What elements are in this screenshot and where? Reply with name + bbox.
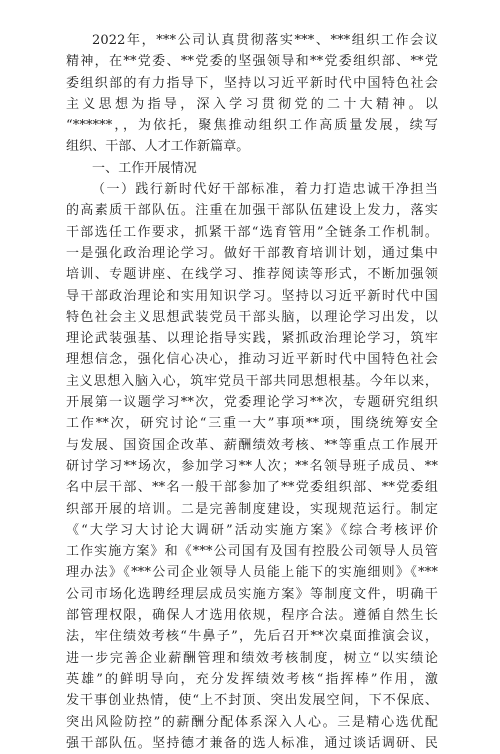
paragraph-line: 进一步完善企业薪酬管理和绩效考核制度，树立“以实绩论 bbox=[66, 650, 438, 666]
paragraph-line: 委组织部的有力指导下，坚持以习近平新时代中国特色社会 bbox=[66, 75, 438, 91]
paragraph-line: 组织、干部、人才工作新篇章。 bbox=[66, 139, 250, 155]
paragraph-line: 强干部队伍。坚持德才兼备的选人标准，通过谈话调研、民 bbox=[66, 735, 438, 751]
paragraph-line: 突出风险防控”的薪酬分配体系深入人心。三是精心选优配 bbox=[66, 714, 438, 730]
paragraph-line: 工作**次，研究讨论“三重一大”事项**项，围绕统筹安全 bbox=[66, 416, 438, 432]
paragraph-line: 《“大学习大讨论大调研”活动实施方案》《综合考核评价 bbox=[66, 522, 438, 538]
paragraph-line: 织部开展的培训。二是完善制度建设，实现规范运行。制定 bbox=[66, 501, 438, 517]
paragraph-line: 研讨学习**场次，参加学习**人次；**名领导班子成员、** bbox=[66, 458, 438, 474]
paragraph-line: 理论武装强基、以理论指导实践，紧抓政治理论学习，筑牢 bbox=[66, 331, 438, 347]
paragraph-line: 工作实施方案》和《***公司国有及国有控股公司领导人员管 bbox=[66, 544, 438, 560]
paragraph-line: 法，牢住绩效考核“牛鼻子”，先后召开**次桌面推演会议， bbox=[66, 629, 438, 645]
paragraph-line: 理想信念，强化信心决心，推动习近平新时代中国特色社会 bbox=[66, 352, 438, 368]
paragraph-line: 2022年，***公司认真贯彻落实***、***组织工作会议 bbox=[92, 33, 438, 48]
paragraph-line: 开展第一议题学习**次，党委理论学习**次，专题研究组织 bbox=[66, 395, 438, 411]
paragraph-line: 一是强化政治理论学习。做好干部教育培训计划，通过集中 bbox=[66, 245, 438, 261]
document-body bbox=[66, 30, 438, 754]
paragraph-line: 英雄”的鲜明导向，充分发挥绩效考核“指挥棒”作用，激 bbox=[66, 671, 438, 687]
paragraph-line: （一）践行新时代好干部标准，着力打造忠诚干净担当 bbox=[92, 182, 438, 198]
paragraph-line: 特色社会主义思想武装党员干部头脑，以理论学习出发，以 bbox=[66, 309, 438, 325]
paragraph-line: 公司市场化选聘经理层成员实施方案》等制度文件，明确干 bbox=[66, 586, 438, 602]
paragraph-line: 导干部政治理论和实用知识学习。坚持以习近平新时代中国 bbox=[66, 288, 438, 304]
paragraph-line: 主义思想为指导，深入学习贯彻党的二十大精神。以 bbox=[66, 96, 438, 112]
paragraph-line: 培训、专题讲座、在线学习、推荐阅读等形式，不断加强领 bbox=[66, 267, 438, 283]
section-heading: 一、工作开展情况 bbox=[92, 160, 197, 176]
paragraph-line: 主义思想入脑入心，筑牢党员干部共同思想根基。今年以来， bbox=[66, 373, 438, 389]
paragraph-line: 干部选任工作要求，抓紧干部“选育管用”全链条工作机制。 bbox=[66, 224, 438, 240]
paragraph-line: 部管理权限，确保人才选用依规，程序合法。遵循自然生长 bbox=[66, 608, 438, 624]
paragraph-line: 发干事创业热情，使“上不封顶、突出发展空间，下不保底、 bbox=[66, 693, 438, 709]
paragraph-line: 理办法》《***公司企业领导人员能上能下的实施细则》《*** bbox=[66, 565, 438, 581]
paragraph-line: 精神，在**党委、**党委的坚强领导和**党委组织部、**党 bbox=[66, 54, 438, 70]
paragraph-line: 的高素质干部队伍。注重在加强干部队伍建设上发力，落实 bbox=[66, 203, 438, 219]
paragraph-line: 名中层干部、**名一般干部参加了**党委组织部、**党委组 bbox=[66, 480, 438, 496]
paragraph-line: “******，，为依托，聚焦推动组织工作高质量发展，续写 bbox=[66, 118, 438, 134]
paragraph-line: 与发展、国资国企改革、薪酬绩效考核、**等重点工作展开 bbox=[66, 437, 438, 453]
